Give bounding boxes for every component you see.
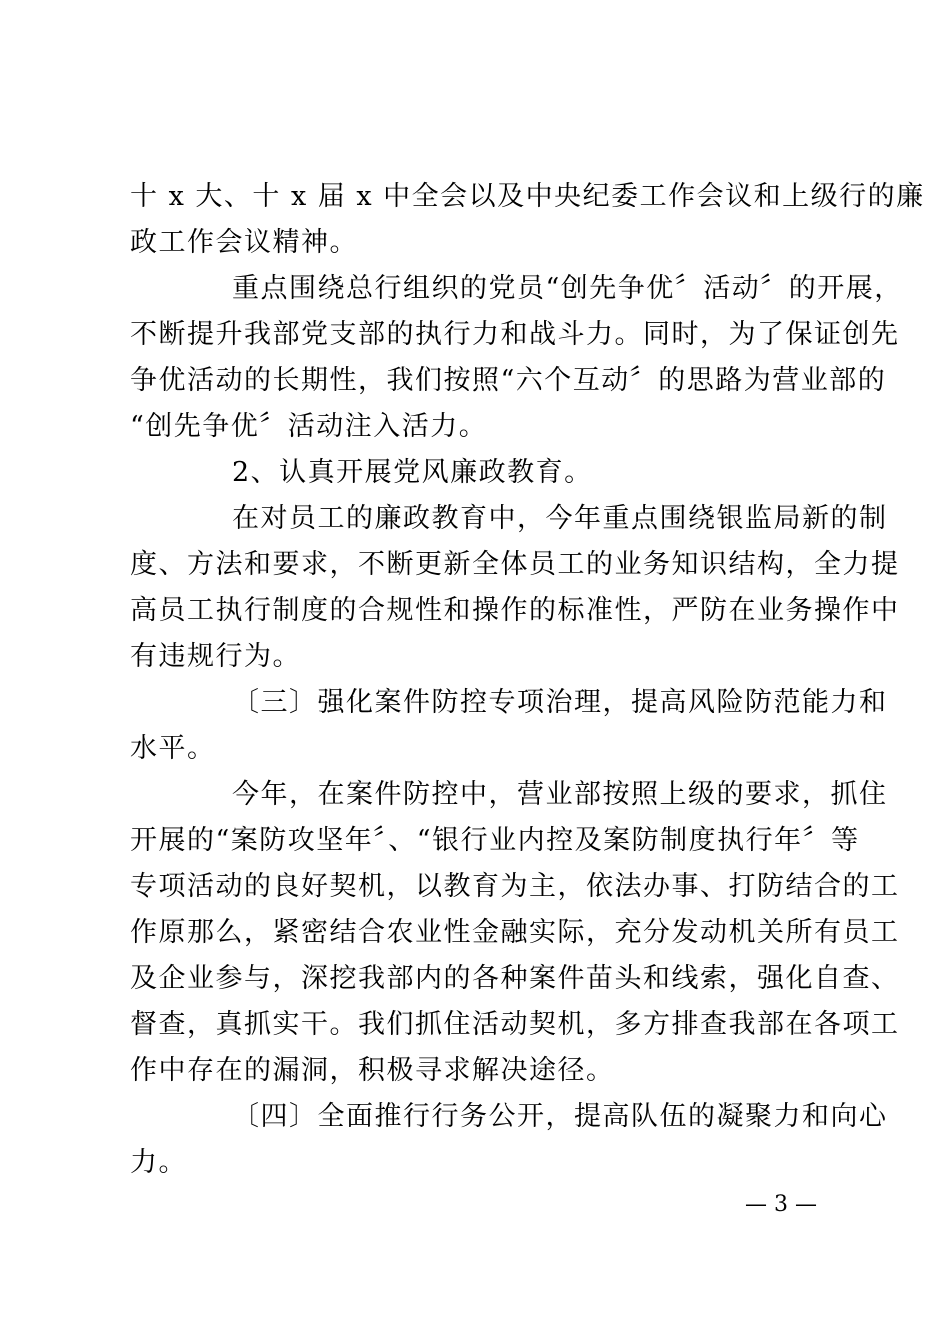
text-line: 高员工执行制度的合规性和操作的标准性，严防在业务操作中	[130, 595, 900, 626]
section-heading: 〔三〕强化案件防控专项治理，提高风险防范能力和	[232, 687, 888, 718]
text-line: 作原那么，紧密结合农业性金融实际，充分发动机关所有员工	[130, 917, 900, 948]
text-line: 争优活动的长期性，我们按照“六个互动〞的思路为营业部的	[130, 365, 887, 396]
section-heading: 2、认真开展党风廉政教育。	[232, 457, 593, 488]
text-line: “创先争优〞活动注入活力。	[130, 411, 488, 442]
text-line: 水平。	[130, 733, 216, 764]
text-line: 督查，真抓实干。我们抓住活动契机，多方排查我部在各项工	[130, 1009, 900, 1040]
text-line: 不断提升我部党支部的执行力和战斗力。同时，为了保证创先	[130, 319, 900, 350]
text-line: 政工作会议精神。	[130, 227, 358, 258]
page-number: — 3 —	[745, 1192, 817, 1217]
paragraph-line: 重点围绕总行组织的党员“创先争优〞活动〞的开展，	[232, 273, 903, 304]
text-line: 力。	[130, 1147, 187, 1178]
text-line: 作中存在的漏洞，积极寻求解决途径。	[130, 1055, 615, 1086]
text-line: 及企业参与，深挖我部内的各种案件苗头和线索，强化自查、	[130, 963, 900, 994]
text-line: 十 x 大、十 x 届 x 中全会以及中央纪委工作会议和上级行的廉	[130, 181, 925, 212]
paragraph-line: 今年，在案件防控中，营业部按照上级的要求，抓住	[232, 779, 888, 810]
text-line: 度、方法和要求，不断更新全体员工的业务知识结构，全力提	[130, 549, 900, 580]
text-line: 开展的“案防攻坚年〞、“银行业内控及案防制度执行年〞等	[130, 825, 860, 856]
text-line: 有违规行为。	[130, 641, 301, 672]
text-line: 专项活动的良好契机，以教育为主，依法办事、打防结合的工	[130, 871, 900, 902]
paragraph-line: 在对员工的廉政教育中，今年重点围绕银监局新的制	[232, 503, 888, 534]
section-heading: 〔四〕全面推行行务公开，提高队伍的凝聚力和向心	[232, 1101, 888, 1132]
